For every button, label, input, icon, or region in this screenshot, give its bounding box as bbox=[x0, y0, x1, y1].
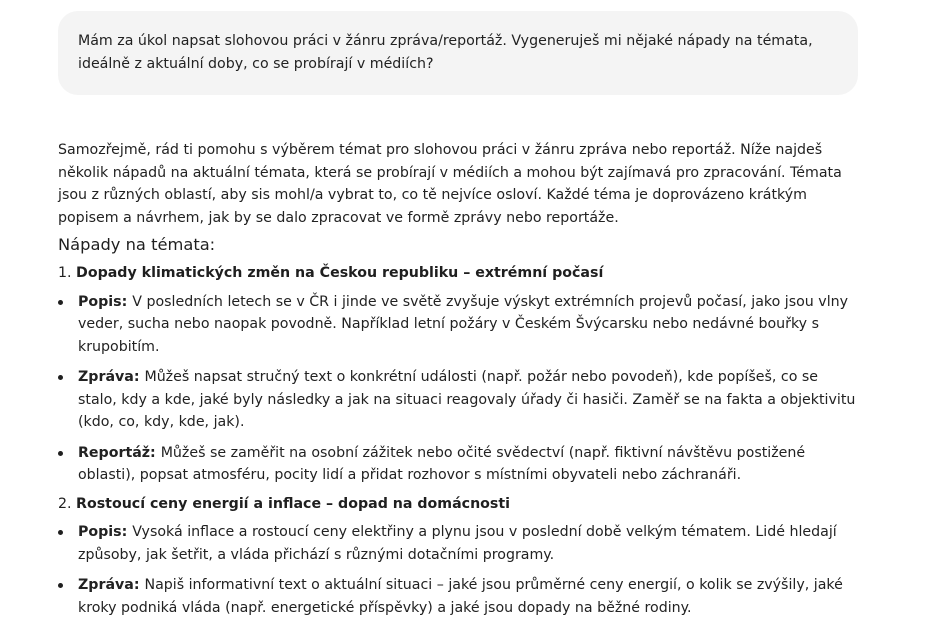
point-label: Zpráva: bbox=[78, 577, 145, 593]
point-text: Můžeš se zaměřit na osobní zážitek nebo očité svědectví (např. fiktivní návštěvu postižené oblasti), popsat atmosféru, pocity lidí a přidat rozhovor s místními obyvateli nebo záchranáři. bbox=[78, 444, 806, 483]
assistant-response bbox=[58, 139, 858, 627]
topic-title bbox=[58, 493, 858, 516]
user-message-text: Mám za úkol napsat slohovou práci v žánru zpráva/reportáž. Vygeneruješ mi nějaké nápady na témata, ideálně z aktuální doby, co se probírají v médiích? bbox=[78, 33, 813, 72]
list-item bbox=[58, 574, 858, 619]
bullet-dot-icon bbox=[58, 583, 63, 588]
list-item bbox=[58, 442, 858, 487]
list-item bbox=[58, 521, 858, 566]
topics-heading: Nápady na témata: bbox=[58, 235, 216, 254]
point-label: Reportáž: bbox=[78, 444, 161, 461]
topic-points-list bbox=[58, 521, 858, 619]
list-item bbox=[58, 291, 858, 359]
point-text: Napiš informativní text o aktuální situaci – jaké jsou průměrné ceny energií, o kolik se zvýšily, jaké kroky podniká vláda (např. energetické příspěvky) a jaké jsou dopady na běžné rodiny. bbox=[78, 577, 843, 616]
bullet-dot-icon bbox=[58, 530, 63, 535]
topic-number: 1. bbox=[58, 265, 77, 281]
bullet-dot-icon bbox=[58, 300, 63, 305]
point-text: Můžeš napsat stručný text o konkrétní události (např. požár nebo povodeň), kde popíšeš, co se stalo, kdy a kde, jaké byly následky a jak na situaci reagovaly úřady či hasiči. Zaměř se na fakta a objektivitu (kdo, co, kdy, kde, jak). bbox=[78, 369, 856, 430]
point-label: Popis: bbox=[78, 524, 133, 540]
topic-item bbox=[58, 493, 858, 620]
point-text: Vysoká inflace a rostoucí ceny elektřiny a plynu jsou v poslední době velkým tématem. Lidé hledají způsoby, jak šetřit, a vláda přichází s různými dotačními programy. bbox=[78, 524, 837, 563]
topic-name: Dopady klimatických změn na Českou republiku – extrémní počasí bbox=[76, 265, 604, 281]
user-message-bubble bbox=[58, 11, 858, 95]
topic-title bbox=[58, 262, 858, 285]
assistant-intro: Samozřejmě, rád ti pomohu s výběrem témat pro slohovou práci v žánru zpráva nebo reportáž. Níže najdeš několik nápadů na aktuální témata, která se probírají v médiích a mohou být zajímavá pro zpracování. Témata jsou z různých oblastí, aby sis mohl/a vybrat to, co tě nejvíce osloví. Každé téma je doprovázeno krátkým popisem a návrhem, jak by se dalo zpracovat ve formě zprávy nebo reportáže. bbox=[58, 142, 842, 226]
topic-number: 2. bbox=[58, 495, 77, 512]
topic-name: Rostoucí ceny energií a inflace – dopad na domácnosti bbox=[76, 495, 511, 512]
point-text: V posledních letech se v ČR i jinde ve světě zvyšuje výskyt extrémních projevů počasí, jako jsou vlny veder, sucha nebo naopak povodně. Například letní požáry v Českém Švýcarsku nebo nedávné bouřky s krupobitím. bbox=[78, 293, 849, 355]
topic-points-list bbox=[58, 291, 858, 487]
topic-item bbox=[58, 262, 858, 487]
list-item bbox=[58, 366, 858, 434]
bullet-dot-icon bbox=[58, 375, 63, 380]
point-label: Zpráva: bbox=[78, 369, 145, 385]
bullet-dot-icon bbox=[58, 451, 63, 456]
point-label: Popis: bbox=[78, 293, 133, 310]
